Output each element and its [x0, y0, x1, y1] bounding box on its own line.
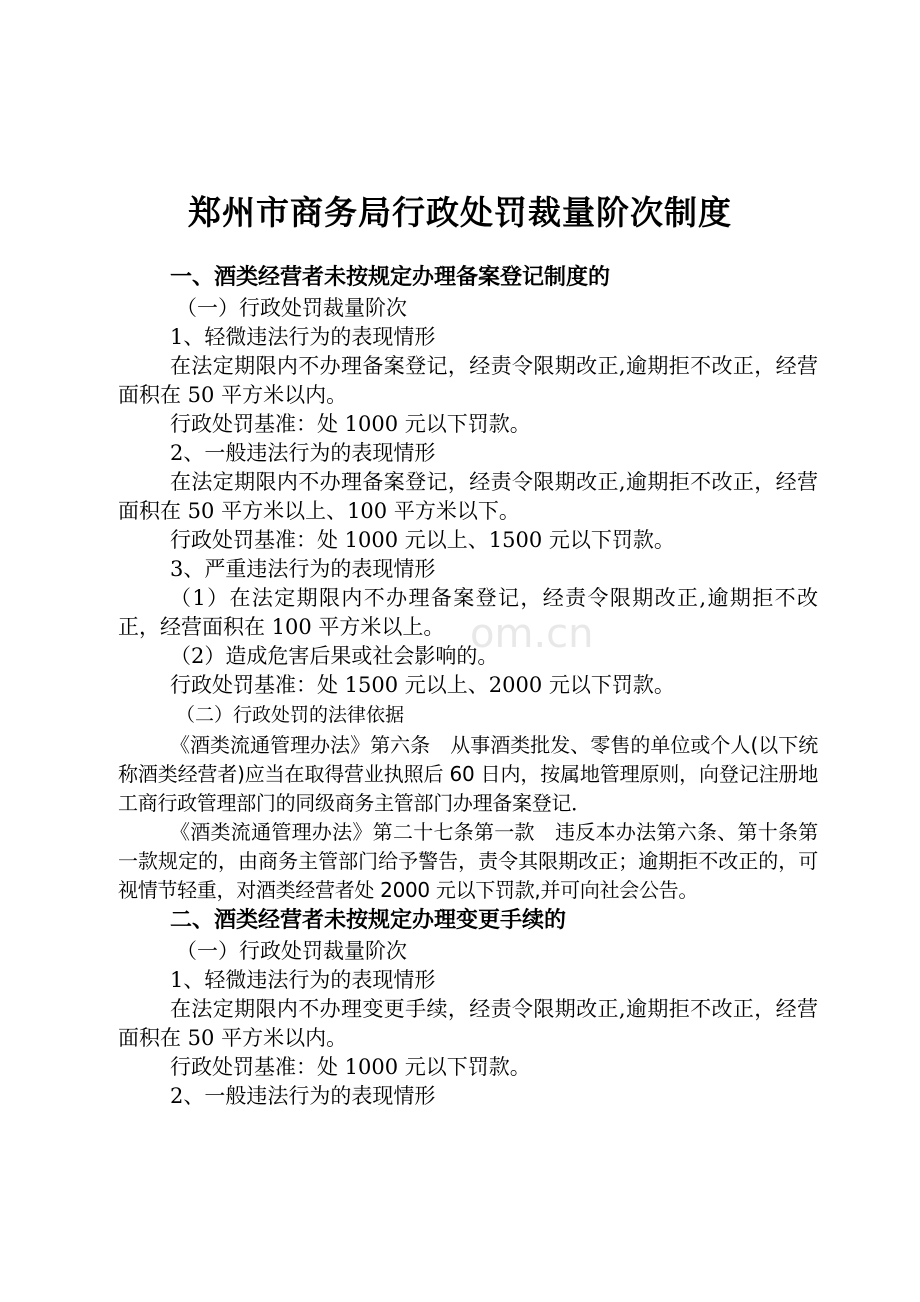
section-1-item-1-text: 在法定期限内不办理备案登记，经责令限期改正,逾期拒不改正，经营面积在 50 平方米以内。: [118, 354, 818, 407]
section-1-item-1-penalty: 行政处罚基准：处 1000 元以下罚款。: [170, 412, 531, 436]
section-1-heading: 一、酒类经营者未按规定办理备案登记制度的: [170, 265, 611, 290]
section-1-legal-basis-1: 《酒类流通管理办法》第六条 从事酒类批发、零售的单位或个人(以下统称酒类经营者)应当在取得营业执照后 60 日内，按属地管理原则，向登记注册地工商行政管理部门的同级商务主管部门办理备案登记．: [118, 733, 818, 815]
section-1-item-2-text: 在法定期限内不办理备案登记，经责令限期改正,逾期拒不改正，经营面积在 50 平方米以上、100 平方米以下。: [118, 470, 818, 523]
section-1-item-1-title: 1、轻微违法行为的表现情形: [170, 325, 436, 349]
section-2-item-1-text: 在法定期限内不办理变更手续，经责令限期改正,逾期拒不改正，经营面积在 50 平方米以内。: [118, 997, 818, 1050]
document-title: 郑州市商务局行政处罚裁量阶次制度: [188, 193, 732, 232]
section-2-subheading-1: （一）行政处罚裁量阶次: [176, 939, 407, 963]
section-1-subheading-1: （一）行政处罚裁量阶次: [176, 296, 407, 320]
section-1-item-2-title: 2、一般违法行为的表现情形: [170, 441, 436, 465]
section-1-subheading-2: （二）行政处罚的法律依据: [176, 704, 405, 726]
section-1-item-2-penalty: 行政处罚基准：处 1000 元以上、1500 元以下罚款。: [170, 528, 675, 552]
section-2-item-2-title: 2、一般违法行为的表现情形: [170, 1084, 436, 1108]
section-1-item-3-text-b: （2）造成危害后果或社会影响的。: [170, 644, 499, 668]
section-1-legal-basis-2: 《酒类流通管理办法》第二十七条第一款 违反本办法第六条、第十条第一款规定的，由商务主管部门给予警告，责令其限期改正；逾期拒不改正的，可视情节轻重，对酒类经营者处 2000 元以下罚款,并可向社会公告。: [118, 820, 818, 902]
section-1-item-3-penalty: 行政处罚基准：处 1500 元以上、2000 元以下罚款。: [170, 673, 675, 697]
section-1-item-3-title: 3、严重违法行为的表现情形: [170, 557, 436, 581]
section-2-item-1-penalty: 行政处罚基准：处 1000 元以下罚款。: [170, 1055, 531, 1079]
section-2-item-1-title: 1、轻微违法行为的表现情形: [170, 968, 436, 992]
document-body: [118, 262, 818, 1111]
section-2-heading: 二、酒类经营者未按规定办理变更手续的: [170, 908, 567, 933]
watermark: om.cn: [470, 611, 594, 657]
section-1-item-3-text-a: （1）在法定期限内不办理备案登记，经责令限期改正,逾期拒不改正，经营面积在 100 平方米以上。: [118, 586, 818, 639]
